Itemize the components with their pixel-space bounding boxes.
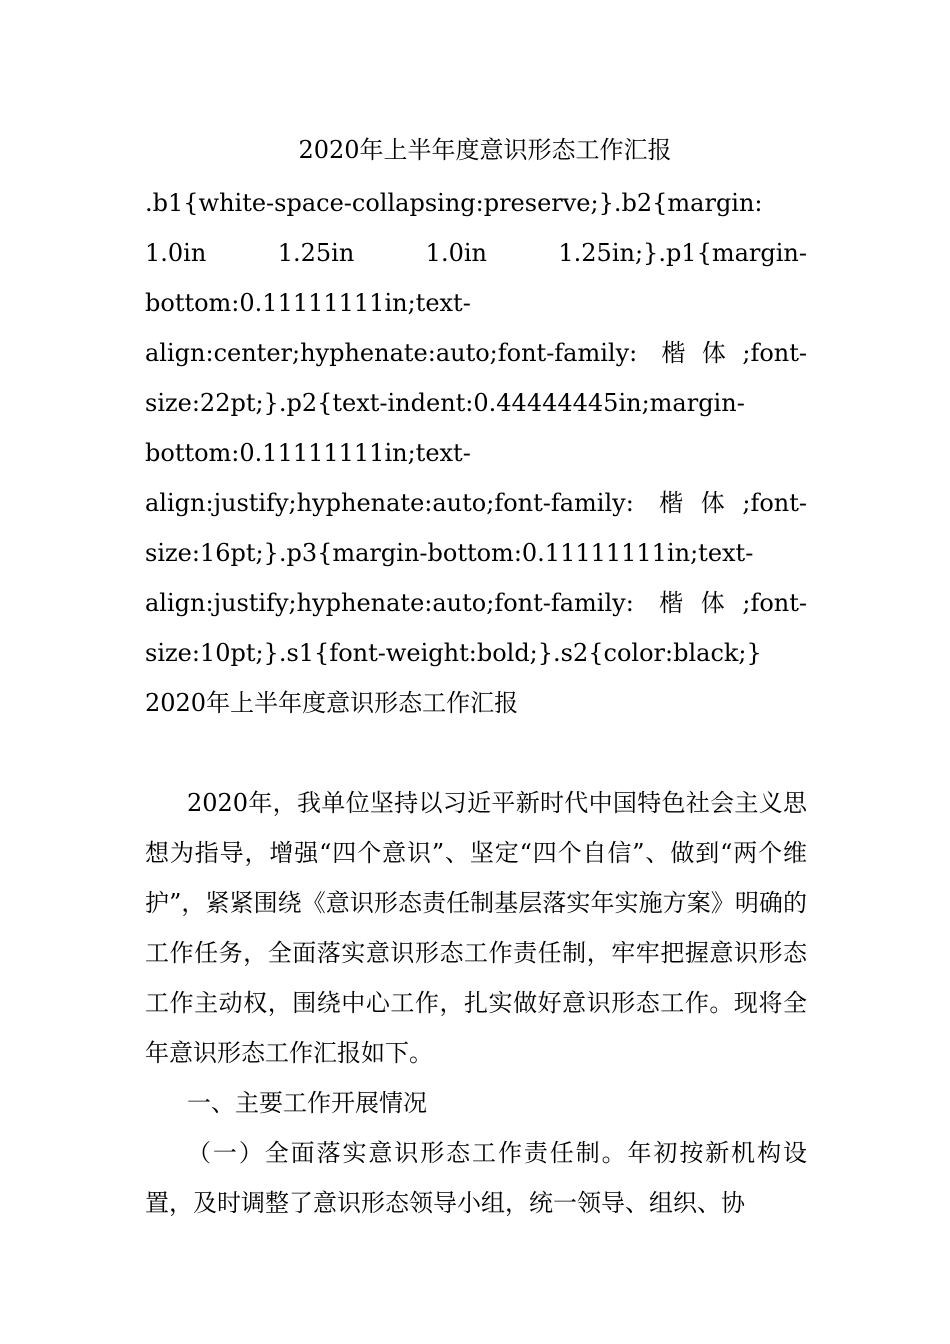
body-paragraph-1-1: （一）全面落实意识形态工作责任制。年初按新机构设置，及时调整了意识形态领导小组，统一领导、组织、协: [145, 1139, 807, 1217]
document-subtitle: 2020年上半年度意识形态工作汇报: [145, 689, 519, 717]
body-paragraph-intro: 2020年，我单位坚持以习近平新时代中国特色社会主义思想为指导，增强“四个意识”、坚定“四个自信”、做到“两个维护”，紧紧围绕《意识形态责任制基层落实年实施方案》明确的工作任务，全面落实意识形态工作责任制，牢牢把握意识形态工作主动权，围绕中心工作，扎实做好意识形态工作。现将全年意识形态工作汇报如下。: [145, 789, 807, 1067]
document-title: 2020年上半年度意识形态工作汇报: [298, 136, 672, 164]
stylesheet-text: .b1{white-space-collapsing:preserve;}.b2{margin: 1.0in 1.25in 1.0in 1.25in;}.p1{margin-bottom:0.11111111in;text-align:center;hyphenate:auto;font-family: 楷体;font-size:22pt;}.p2{text-indent:0.44444445in;margin-bottom:0.11111111in;text-align:justify;hyphenate:auto;font-family: 楷体;font-size:16pt;}.p3{margin-bottom:0.11111111in;text-align:justify;hyphenate:auto;font-family: 楷体;font-size:10pt;}.s1{font-weight:bold;}.s2{color:black;}: [145, 189, 807, 667]
section-heading-1: 一、主要工作开展情况: [187, 1089, 427, 1117]
document-page: [145, 128, 807, 1228]
